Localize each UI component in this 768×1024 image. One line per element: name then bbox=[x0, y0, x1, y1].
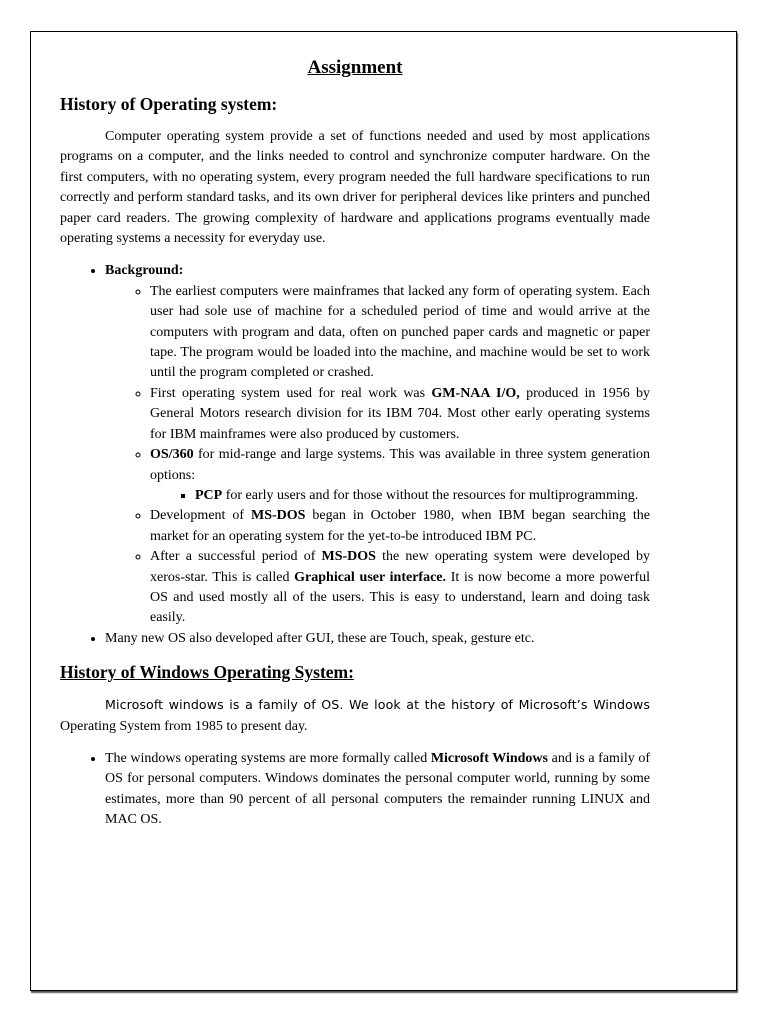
list-item-earliest: ◦ The earliest computers were mainframes that lacked any form of operating system. Each user had sole use of machine for a scheduled period of time and would arrive at the computers with program and data, often on punched paper cards and magnetic or paper tape. The program would be loaded into the machine, and machine would be set to work until the program completed or crashed. bbox=[150, 282, 650, 384]
list-item-background bbox=[105, 261, 650, 628]
windows-text-2: and is a family of OS for personal computers. Windows dominates the personal computer world, running by some estimates, more than 90 percent of all personal computers the remainder running LINUX and MAC OS. bbox=[105, 750, 650, 828]
background-list bbox=[60, 261, 650, 649]
windows-text-1: The windows operating systems are more formally called bbox=[105, 750, 431, 766]
list-item-msdos bbox=[150, 506, 650, 547]
gui-name: Graphical user interface. bbox=[294, 569, 447, 585]
msdos-text: Development of bbox=[150, 508, 252, 524]
document-content bbox=[60, 56, 650, 831]
os360-name: OS/360 bbox=[150, 447, 194, 463]
list-item-windows bbox=[105, 749, 650, 831]
os360-sublist bbox=[150, 486, 650, 506]
section-heading-windows-history: History of Windows Operating System: bbox=[60, 662, 354, 683]
list-item-gui bbox=[150, 547, 650, 629]
section-heading-os-history: History of Operating system: bbox=[60, 94, 278, 114]
windows-name: Microsoft Windows bbox=[430, 750, 548, 766]
intro-paragraph: Computer operating system provide a set of functions needed and used by most applications programs on a computer, and the links needed to control and synchronize computer hardware. On the first computers, with no operating system, every program needed the full hardware specifications to run correctly and perform standard tasks, and its own driver for peripheral devices like printers and punched paper card readers. The growing complexity of hardware and applications programs eventually made operating systems a necessity for everyday use. bbox=[60, 129, 650, 247]
background-sublist bbox=[105, 282, 650, 629]
msdos-rest: began in October 1980, when IBM began searching the market for an operating system for the yet-to-be introduced IBM PC. bbox=[150, 508, 650, 544]
gui-text-3: It is now become a more powerful OS and used mostly all of the users. This is easy to understand, learn and doing task easily. bbox=[150, 569, 651, 626]
windows-intro-text: Microsoft windows is a family of OS. We look at the history of Microsoft’s Windows bbox=[105, 697, 650, 713]
page-title: Assignment bbox=[307, 57, 403, 78]
list-item-os360 bbox=[150, 445, 650, 506]
windows-intro-paragraph bbox=[60, 695, 650, 737]
list-item-pcp bbox=[195, 486, 650, 506]
first-os-name: GM-NAA I/O, bbox=[431, 385, 520, 401]
list-item-many-new-os: • Many new OS also developed after GUI, these are Touch, speak, gesture etc. bbox=[105, 629, 650, 649]
windows-intro-rest: Operating System from 1985 to present day. bbox=[60, 718, 308, 734]
gui-text-1: After a successful period of bbox=[150, 549, 322, 565]
background-label: Background: bbox=[105, 263, 184, 279]
list-item-first-os bbox=[150, 384, 650, 445]
windows-list bbox=[60, 749, 650, 831]
first-os-rest: produced in 1956 by General Motors research division for its IBM 704. Most other early operating systems for IBM mainframes were also produced by customers. bbox=[150, 385, 651, 442]
first-os-text: First operating system used for real work was bbox=[150, 385, 432, 401]
msdos-name: MS-DOS bbox=[251, 508, 306, 524]
gui-msdos-name: MS-DOS bbox=[321, 549, 376, 565]
gui-text-2: the new operating system were developed by xeros-star. This is called bbox=[150, 549, 650, 585]
pcp-text: for early users and for those without the resources for multiprogramming. bbox=[222, 487, 639, 503]
pcp-name: PCP bbox=[195, 487, 223, 503]
os360-text: for mid-range and large systems. This was available in three system generation options: bbox=[150, 447, 650, 483]
